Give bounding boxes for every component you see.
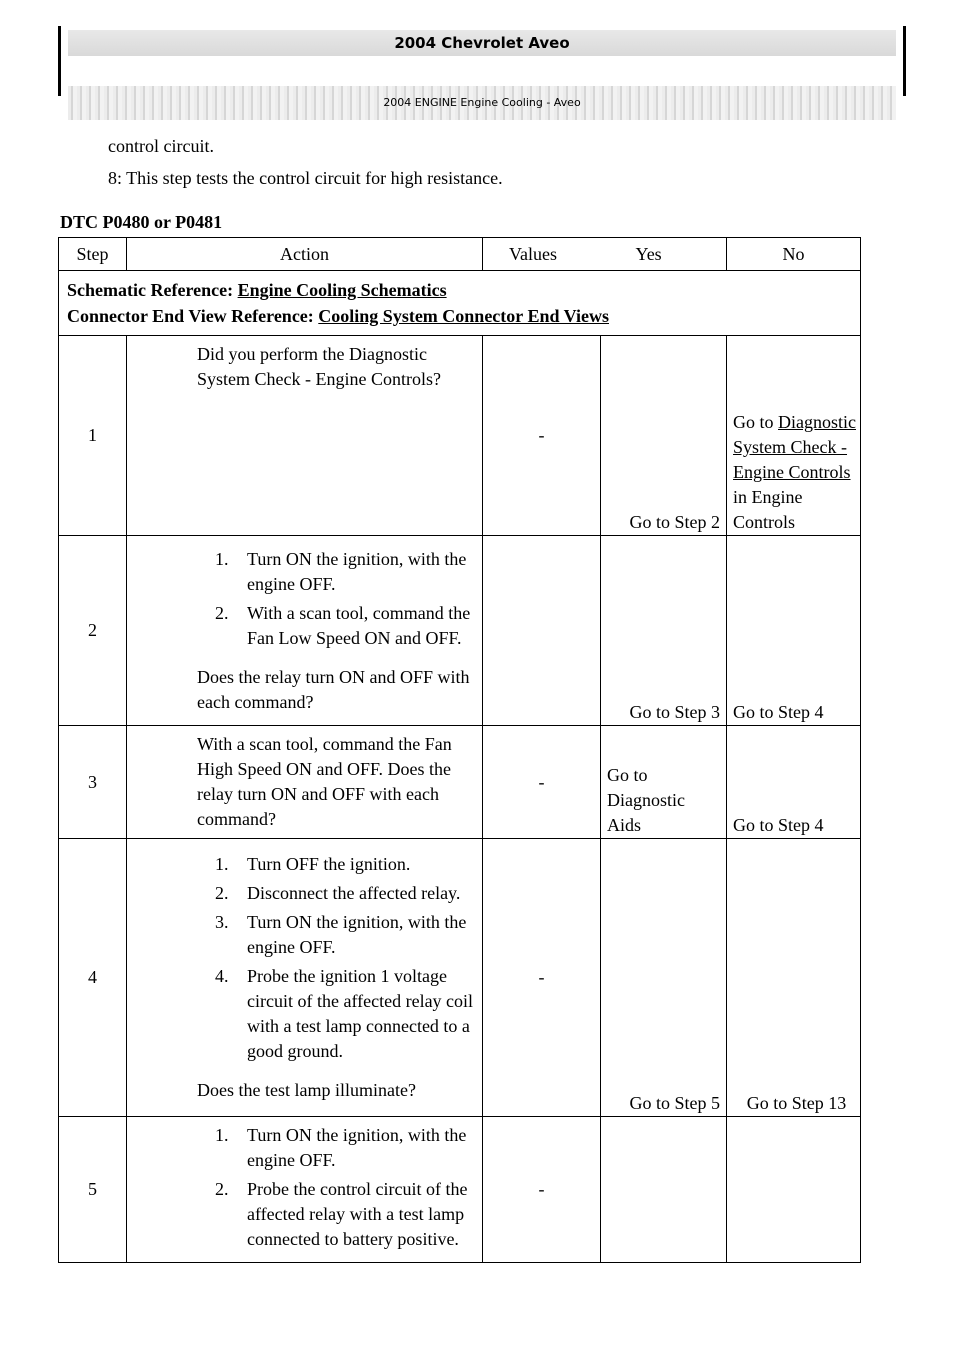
action-cell <box>127 536 483 726</box>
table-row <box>59 536 861 726</box>
header-action: Action <box>127 238 483 271</box>
no-cell <box>727 336 861 536</box>
ref2-prefix: Connector End View Reference: <box>67 306 319 326</box>
action-step: 1. Turn ON the ignition, with the engine OFF. <box>215 548 467 594</box>
action-cell <box>127 1117 483 1263</box>
action-step: 2. Probe the control circuit of the affected relay with a test lamp connected to battery positive. <box>215 1179 468 1249</box>
reference-row <box>59 271 861 336</box>
yes-cell <box>601 1117 727 1263</box>
value-cell: - <box>483 726 601 839</box>
no-suffix: in Engine Controls <box>733 487 803 532</box>
question-text: With a scan tool, command the Fan High Speed ON and OFF. Does the relay turn ON and OFF with each command? <box>197 734 452 829</box>
question-text: Does the relay turn ON and OFF with each command? <box>197 666 470 712</box>
dtc-title: DTC P0480 or P0481 <box>60 212 223 232</box>
header-values-yes <box>483 238 727 271</box>
action-step: 4. Probe the ignition 1 voltage circuit of the affected relay coil with a test lamp connected to a good ground. <box>215 966 474 1061</box>
action-cell <box>127 336 483 536</box>
action-cell <box>127 839 483 1117</box>
action-step: 2. With a scan tool, command the Fan Low Speed ON and OFF. <box>215 602 471 648</box>
no-cell <box>727 1117 861 1263</box>
value-cell <box>483 536 601 726</box>
document-subtitle: 2004 ENGINE Engine Cooling - Aveo <box>68 86 896 120</box>
intro-line-2: 8: This step tests the control circuit for high resistance. <box>108 168 503 188</box>
ref1-prefix: Schematic Reference: <box>67 280 238 300</box>
step-number: 1 <box>59 336 127 536</box>
yes-cell: Go to Step 2 <box>601 336 727 536</box>
step-number: 3 <box>59 726 127 839</box>
table-row <box>59 1117 861 1263</box>
action-step: 2. Disconnect the affected relay. <box>215 883 461 903</box>
document-title: 2004 Chevrolet Aveo <box>68 30 896 56</box>
question-text: Did you perform the Diagnostic System Check - Engine Controls? <box>197 344 441 389</box>
intro-line-1: control circuit. <box>108 136 214 156</box>
step-number: 2 <box>59 536 127 726</box>
header-yes: Yes <box>635 243 662 264</box>
no-cell: Go to Step 4 <box>727 536 861 726</box>
value-cell: - <box>483 839 601 1117</box>
header-values: Values <box>509 243 557 264</box>
table-header-row <box>59 238 861 271</box>
yes-cell: Go to Diagnostic Aids <box>601 726 727 839</box>
action-step: 1. Turn OFF the ignition. <box>215 854 411 874</box>
table-row <box>59 839 861 1117</box>
diagnostic-table <box>58 237 861 1263</box>
no-cell: Go to Step 4 <box>727 726 861 839</box>
reference-cell <box>59 271 861 336</box>
action-step: 1. Turn ON the ignition, with the engine OFF. <box>215 1125 467 1170</box>
schematic-link[interactable]: Engine Cooling Schematics <box>237 280 447 300</box>
value-cell: - <box>483 1117 601 1263</box>
step-number: 4 <box>59 839 127 1117</box>
no-cell: Go to Step 13 <box>727 839 861 1117</box>
yes-cell: Go to Step 5 <box>601 839 727 1117</box>
connector-view-link[interactable]: Cooling System Connector End Views <box>318 306 609 326</box>
table-row <box>59 726 861 839</box>
page-header <box>58 26 906 109</box>
table-row <box>59 336 861 536</box>
yes-cell: Go to Step 3 <box>601 536 727 726</box>
step-number: 5 <box>59 1117 127 1263</box>
diagnostic-system-check-link[interactable]: Diagnostic System Check - Engine Controls <box>733 412 857 482</box>
action-cell <box>127 726 483 839</box>
header-no: No <box>727 238 861 271</box>
no-prefix: Go to <box>733 412 774 432</box>
action-step: 3. Turn ON the ignition, with the engine OFF. <box>215 912 467 957</box>
value-cell: - <box>483 336 601 536</box>
question-text: Does the test lamp illuminate? <box>197 1080 416 1100</box>
header-step: Step <box>59 238 127 271</box>
